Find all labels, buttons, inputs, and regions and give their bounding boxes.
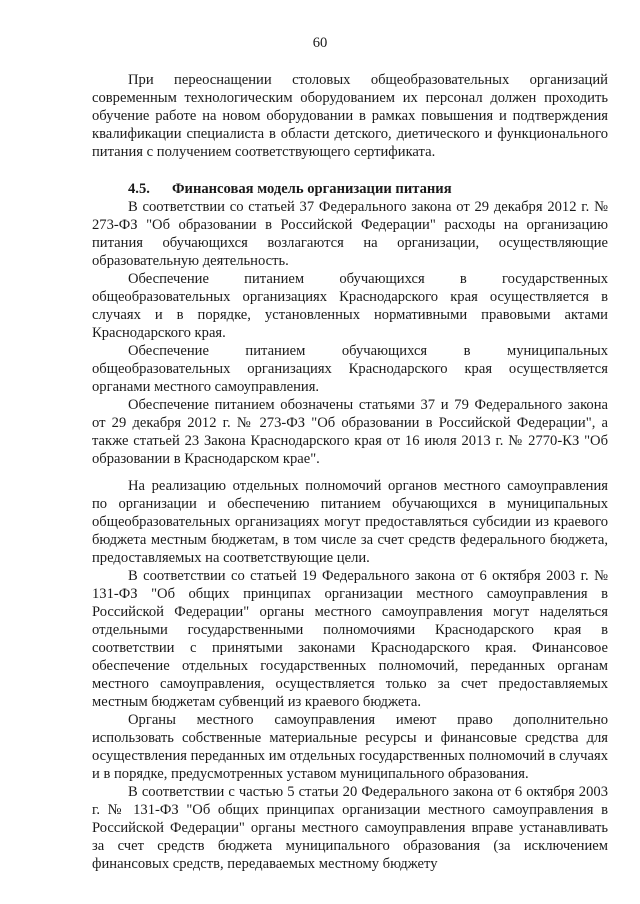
intro-paragraph: При переоснащении столовых общеобразовательных организаций современным технологическим оборудованием их персонал должен проходить обучение работе на новом оборудовании в рамках повышения и подтверждения квалификации специалиста в области детского, диетического и функционального питания с получением соответствующего сертификата. [92, 72, 608, 160]
paragraph: Обеспечение питанием обозначены статьями 37 и 79 Федерального закона от 29 декабря 2012 г. № 273-ФЗ "Об образовании в Российской Федерации", а также статьей 23 Закона Краснодарского края от 16 июля 2013 г. № 2770-КЗ "Об образовании в Краснодарском крае". [92, 397, 608, 467]
section-title: Финансовая модель организации питания [172, 181, 452, 197]
paragraph: Обеспечение питанием обучающихся в муниципальных общеобразовательных организациях Краснодарского края осуществляется органами местного самоуправления. [92, 343, 608, 395]
paragraph: Обеспечение питанием обучающихся в государственных общеобразовательных организациях Краснодарского края осуществляется в случаях и в порядке, установленных нормативными правовыми актами Краснодарского края. [92, 271, 608, 341]
paragraph: В соответствии со статьей 37 Федерального закона от 29 декабря 2012 г. № 273-ФЗ "Об образовании в Российской Федерации" расходы на организацию питания обучающихся возлагаются на организации, осуществляющие образовательную деятельность. [92, 199, 608, 269]
section-heading [92, 180, 608, 198]
document-body [92, 71, 608, 873]
section-number: 4.5. [128, 181, 150, 197]
paragraph: В соответствии с частью 5 статьи 20 Федерального закона от 6 октября 2003 г. № 131-ФЗ "Об общих принципах организации местного самоуправления в Российской Федерации" органы местного самоуправления вправе устанавливать за счет средств бюджета муниципального образования (за исключением финансовых средств, передаваемых местному бюджету [92, 784, 608, 872]
paragraph: Органы местного самоуправления имеют право дополнительно использовать собственные материальные ресурсы и финансовые средства для осуществления переданных им отдельных государственных полномочий в случаях и в порядке, предусмотренных уставом муниципального образования. [92, 712, 609, 782]
page-number: 60 [312, 35, 328, 51]
paragraph: В соответствии со статьей 19 Федерального закона от 6 октября 2003 г. № 131-ФЗ "Об общих принципах организации местного самоуправления в Российской Федерации" органы местного самоуправления могут наделяться отдельными государственными полномочиями Краснодарского края в соответствии с принятыми законами Краснодарского края. Финансовое обеспечение отдельных государственных полномочий, переданных органам местного самоуправления, осуществляется только за счет предоставляемых местным бюджетам субвенций из краевого бюджета. [92, 568, 608, 710]
paragraph: На реализацию отдельных полномочий органов местного самоуправления по организации и обеспечению питанием обучающихся в муниципальных общеобразовательных организациях могут предоставляться субсидии из краевого бюджета местным бюджетам, в том числе за счет средств федерального бюджета, предоставляемых на соответствующие цели. [92, 478, 608, 566]
